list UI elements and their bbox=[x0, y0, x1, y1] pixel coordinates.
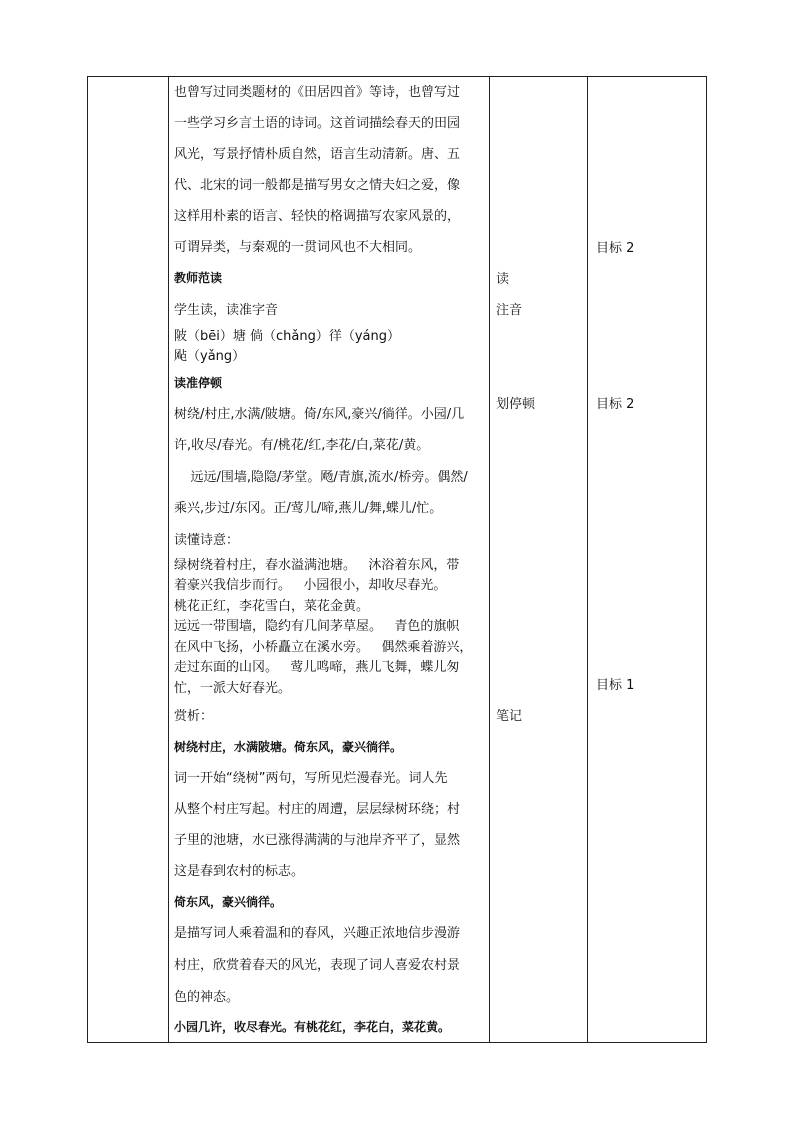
pause-line: 远远/围墙,隐隐/茅堂。飏/青旗,流水/桥旁。偶然/ bbox=[174, 470, 468, 485]
intro-line: 也曾写过同类题材的《田居四首》等诗，也曾写过 bbox=[174, 85, 461, 100]
student-reading-heading: 学生读，读准字音 bbox=[174, 303, 279, 318]
meaning-line: 绿树绕着村庄，春水溢满池塘。 沐浴着东风，带 bbox=[174, 558, 460, 573]
analysis-line: 这是春到农村的标志。 bbox=[174, 864, 305, 879]
meaning-line: 走过东面的山冈。 莺儿鸣啼，燕儿飞舞，蝶儿匆 bbox=[174, 660, 460, 675]
column-divider bbox=[168, 77, 169, 1042]
analysis-line: 色的神态。 bbox=[174, 990, 240, 1005]
quote-line: 小园几许，收尽春光。有桃花红，李花白，菜花黄。 bbox=[174, 1020, 451, 1034]
pause-line: 乘兴,步过/东冈。正/莺儿/啼,燕儿/舞,蝶儿/忙。 bbox=[174, 501, 443, 516]
meaning-line: 桃花正红，李花雪白，菜花金黄。 bbox=[174, 599, 370, 614]
goal-label: 目标 1 bbox=[596, 678, 635, 693]
appreciation-heading: 赏析： bbox=[174, 709, 214, 724]
analysis-line: 从整个村庄写起。村庄的周遭，层层绿树环绕；村 bbox=[174, 802, 461, 817]
intro-line: 一些学习乡言土语的诗词。这首词描绘春天的田园 bbox=[174, 116, 461, 131]
intro-line: 这样用朴素的语言、轻快的格调描写农家风景的， bbox=[174, 209, 461, 224]
analysis-line: 是描写词人乘着温和的春风，兴趣正浓地信步漫游 bbox=[174, 926, 461, 941]
goal-label: 目标 2 bbox=[596, 241, 635, 256]
quote-line: 树绕村庄，水满陂塘。倚东风，豪兴徜徉。 bbox=[174, 740, 403, 754]
meaning-line: 忙，一派大好春光。 bbox=[174, 681, 292, 696]
teacher-reading-heading: 教师范读 bbox=[174, 271, 223, 285]
intro-line: 风光，写景抒情朴质自然，语言生动清新。唐、五 bbox=[174, 147, 461, 162]
analysis-line: 子里的池塘，水已涨得满满的与池岸齐平了，显然 bbox=[174, 833, 461, 848]
activity-read: 读 bbox=[496, 272, 510, 287]
activity-mark-pause: 划停顿 bbox=[496, 397, 536, 412]
pause-heading: 读准停顿 bbox=[174, 376, 223, 390]
meaning-line: 着豪兴我信步而行。 小园很小，却收尽春光。 bbox=[174, 578, 447, 593]
analysis-line: 词一开始“绕树”两句，写所见烂漫春光。词人先 bbox=[174, 771, 448, 786]
pinyin-line: 陂（bēi）塘 倘（chǎng）徉（yáng） bbox=[174, 329, 400, 344]
intro-line: 代、北宋的词一般都是描写男女之情夫妇之爱，像 bbox=[174, 178, 461, 193]
pause-line: 树绕/村庄,水满/陂塘。倚/东风,豪兴/徜徉。小园/几 bbox=[174, 407, 465, 422]
goal-label: 目标 2 bbox=[596, 397, 635, 412]
meaning-line: 在风中飞扬，小桥矗立在溪水旁。 偶然乘着游兴， bbox=[174, 640, 473, 655]
meaning-line: 远远一带围墙，隐约有几间茅草屋。 青色的旗帜 bbox=[174, 619, 460, 634]
column-divider bbox=[489, 77, 490, 1042]
analysis-line: 村庄，欣赏着春天的风光，表现了词人喜爱农村景 bbox=[174, 958, 461, 973]
intro-line: 可谓异类，与秦观的一贯词风也不大相同。 bbox=[174, 240, 422, 255]
activity-phonetic: 注音 bbox=[496, 303, 523, 318]
meaning-heading: 读懂诗意： bbox=[174, 533, 240, 548]
activity-notes: 笔记 bbox=[496, 709, 523, 724]
pause-line: 许,收尽/春光。有/桃花/红,李花/白,菜花/黄。 bbox=[174, 438, 430, 453]
pinyin-line: 飐（yǎng） bbox=[174, 349, 246, 364]
column-divider bbox=[587, 77, 588, 1042]
quote-line: 倚东风，豪兴徜徉。 bbox=[174, 895, 283, 909]
